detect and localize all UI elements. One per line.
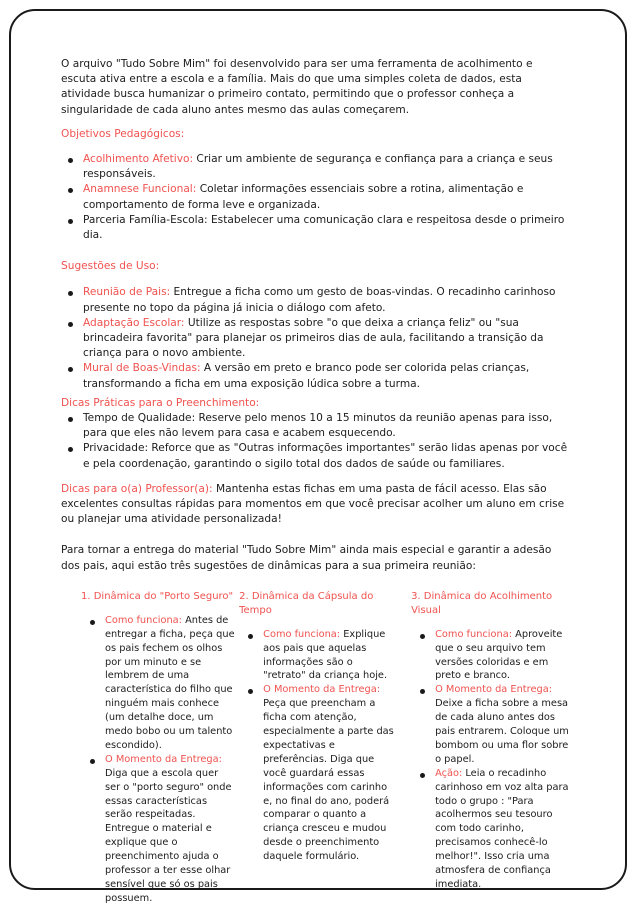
dinamica-column [239, 590, 397, 906]
transition-paragraph: Para tornar a entrega do material "Tudo Sobre Mim" ainda mais especial e garantir a adesão dos pais, aqui estão três sugestões de dinâmicas para a sua primeira reunião: [61, 544, 552, 572]
list-item [83, 361, 569, 391]
list-item [83, 411, 569, 441]
list-item [83, 285, 569, 315]
dinamica-title: 2. Dinâmica da Cápsula do Tempo [239, 590, 374, 616]
item-text: Peça que preencham a ficha com atenção, especialmente a parte das expectativas e preferências. Diga que você guardará essas informações com carinho e, no final do ano, poderá comparar o quanto a criança cresceu e mudou desde o preenchimento daquele formulário. [263, 698, 394, 863]
item-text: Privacidade: Reforce que as "Outras informações importantes" serão lidas apenas por você e pela coordenação, garantindo o sigilo total dos dados de saúde ou familiares. [83, 442, 568, 470]
objetivos-heading: Objetivos Pedagógicos: [61, 127, 185, 140]
list-item [435, 767, 569, 892]
dinamicas-columns [61, 590, 569, 906]
objetivos-list [61, 152, 569, 243]
sugestoes-list [61, 285, 569, 391]
list-item [83, 316, 569, 362]
item-text: Tempo de Qualidade: Reserve pelo menos 10 a 15 minutos da reunião apenas para isso, para que eles não levem para casa e acabem esquecendo. [83, 412, 553, 440]
list-item [105, 614, 235, 753]
item-label: Como funciona: [105, 614, 182, 626]
professor-tip-label: Dicas para o(a) Professor(a): [61, 482, 213, 495]
sugestoes-heading: Sugestões de Uso: [61, 260, 160, 273]
item-label: O Momento da Entrega: [435, 684, 553, 696]
item-text: Diga que a escola quer ser o "porto seguro" onde essas características serão respeitadas. Entregue o material e explique que o preenchimento ajuda o professor a ter esse olhar sensível que só os pais possuem. [105, 767, 232, 904]
item-label: Adaptação Escolar: [83, 316, 185, 329]
dinamica-list [239, 628, 397, 864]
dicas-heading: Dicas Práticas para o Preenchimento: [61, 396, 260, 409]
dinamica-column [411, 590, 569, 906]
dicas-list [61, 411, 569, 472]
list-item [435, 683, 569, 766]
item-text: Antes de entregar a ficha, peça que os pais fechem os olhos por um minuto e se lembrem de uma característica do filho que ninguém mais conhece (um detalhe doce, um medo bobo ou um talento escondido). [105, 614, 235, 751]
item-label: Ação: [435, 767, 463, 779]
item-text: Coletar informações essenciais sobre a rotina, alimentação e comportamento de forma leve e organizada. [83, 183, 524, 211]
item-text: Aproveite que o seu arquivo tem versões coloridas e em preto e branco. [435, 628, 563, 682]
list-item [83, 152, 569, 182]
item-label: O Momento da Entrega: [105, 753, 222, 765]
professor-tip [61, 482, 569, 528]
item-text: Explique aos pais que aquelas informações são o "retrato" da criança hoje. [263, 628, 388, 682]
item-label: Como funciona: [435, 628, 513, 640]
item-text: Criar um ambiente de segurança e confiança para a criança e seus responsáveis. [83, 153, 553, 181]
list-item [105, 753, 235, 906]
dinamica-list [411, 628, 569, 892]
list-item [263, 683, 397, 864]
item-text: Deixe a ficha sobre a mesa de cada aluno antes dos pais entrarem. Coloque um bombom ou uma flor sobre o papel. [435, 698, 569, 765]
list-item [83, 441, 569, 471]
item-text: Utilize as respostas sobre "o que deixa a criança feliz" ou "sua brincadeira favorita" para planejar os primeiros dias de aula, facilitando a transição da criança para o novo ambiente. [83, 316, 544, 360]
list-item [263, 628, 397, 684]
item-label: Reunião de Pais: [83, 286, 171, 299]
item-label: Como funciona: [263, 628, 341, 640]
item-text: A versão em preto e branco pode ser colorida pelas crianças, transformando a ficha em uma exposição lúdica sobre a turma. [83, 362, 530, 390]
intro-paragraph: O arquivo "Tudo Sobre Mim" foi desenvolvido para ser uma ferramenta de acolhimento e escuta ativa entre a escola e a família. Mais do que uma simples coleta de dados, esta atividade busca humanizar o primeiro contato, permitindo que o professor conheça a singularidade de cada aluno antes mesmo das aulas começarem. [61, 58, 533, 116]
item-text: Parceria Família-Escola: Estabelecer uma comunicação clara e respeitosa desde o primeiro dia. [83, 213, 565, 242]
professor-tip-text: Mantenha estas fichas em uma pasta de fácil acesso. Elas são excelentes consultas rápidas para momentos em que você precisar acolher um aluno em crise ou planejar uma atividade personalizada! [61, 482, 565, 526]
item-text: Leia o recadinho carinhoso em voz alta para todo o grupo : "Para acolhermos seu tesouro com todo carinho, precisamos conhecê-lo melhor!". Isso cria uma atmosfera de confiança imediata. [435, 767, 569, 891]
list-item [435, 628, 569, 684]
item-text: Entregue a ficha como um gesto de boas-vindas. O recadinho carinhoso presente no topo da página já inicia o diálogo com afeto. [83, 286, 556, 314]
list-item [83, 182, 569, 212]
dinamica-column [81, 590, 235, 906]
item-label: Anamnese Funcional: [83, 183, 197, 196]
document-body [61, 57, 569, 906]
item-label: Mural de Boas-Vindas: [83, 362, 201, 375]
item-label: O Momento da Entrega: [263, 684, 381, 696]
dinamica-title: 3. Dinâmica do Acolhimento Visual [411, 590, 553, 616]
list-item [83, 213, 569, 243]
dinamica-list [81, 614, 235, 906]
dinamica-title: 1. Dinâmica do "Porto Seguro" [81, 590, 234, 602]
item-label: Acolhimento Afetivo: [83, 153, 194, 166]
